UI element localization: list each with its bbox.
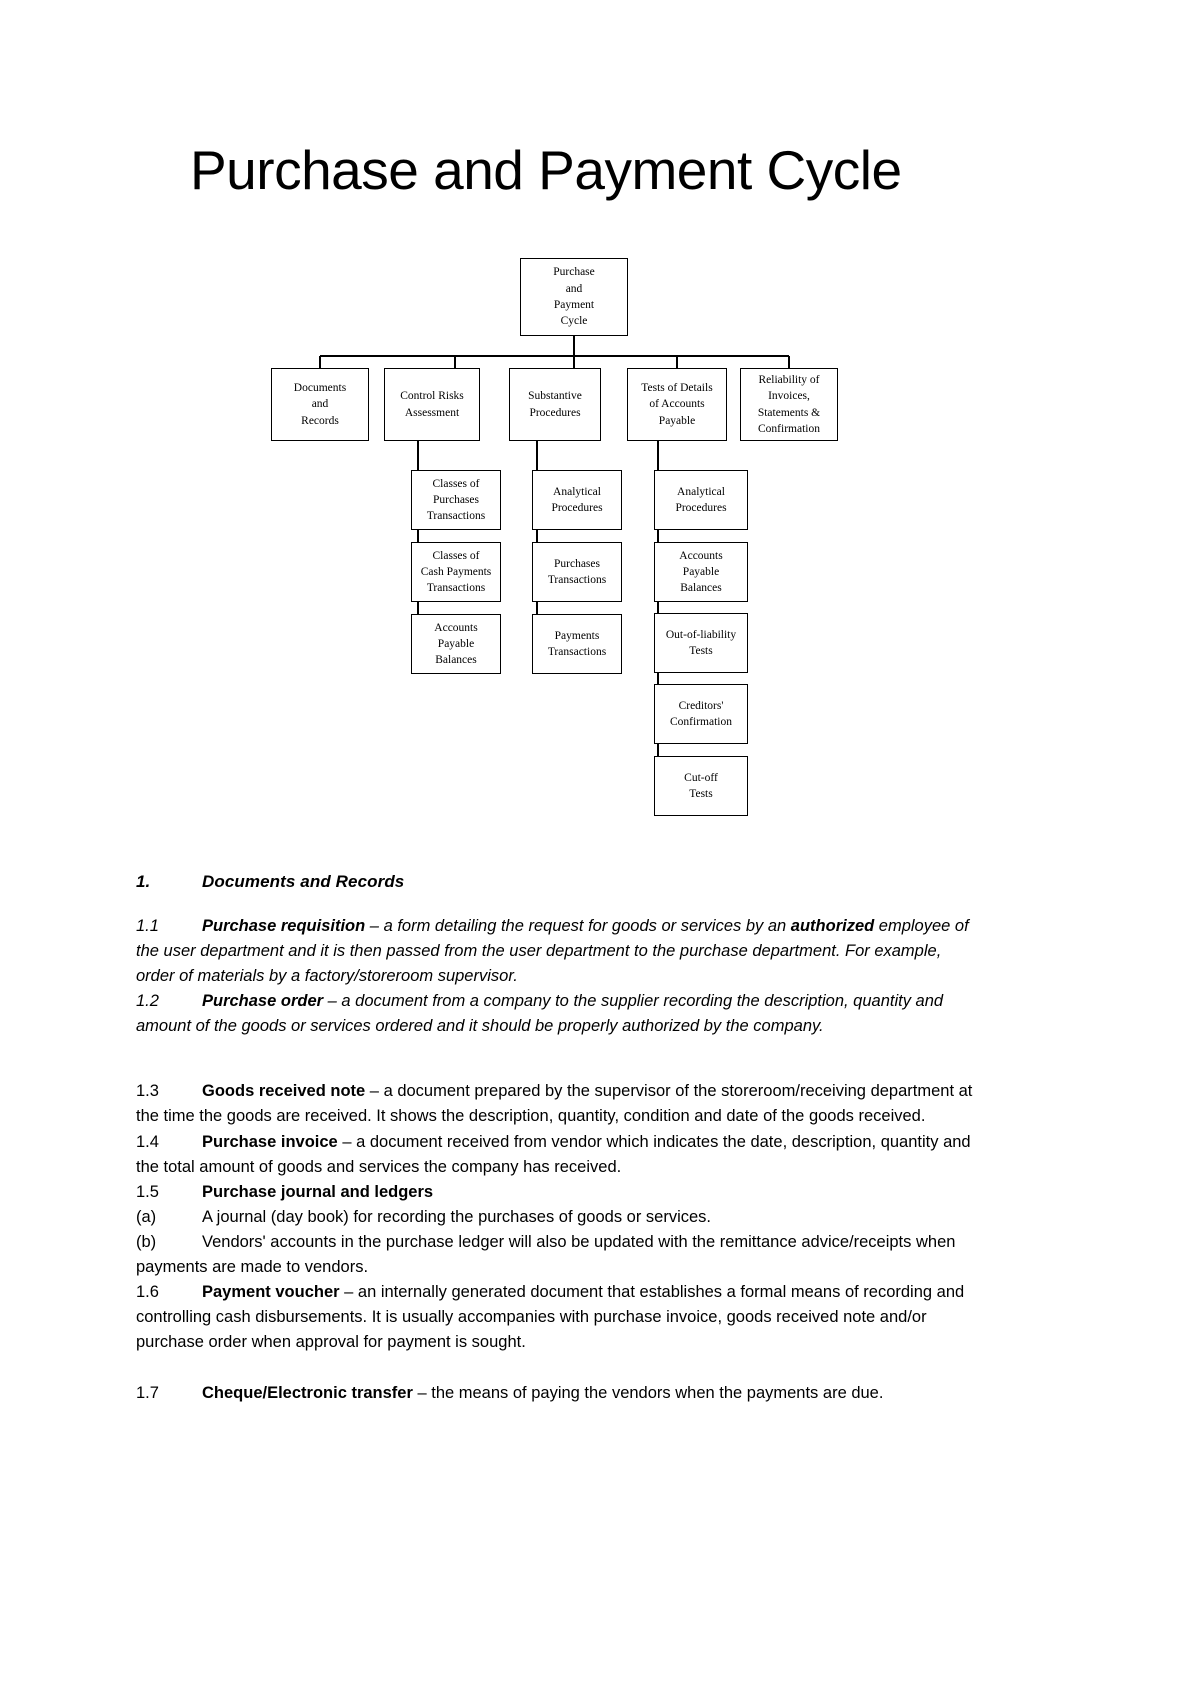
paragraph-number: 1.6 — [136, 1283, 159, 1302]
node-line: Tests — [689, 788, 713, 800]
node-line: Invoices, — [768, 390, 810, 403]
page-title: Purchase and Payment Cycle — [190, 139, 902, 201]
node-line: Transactions — [426, 510, 486, 523]
node-line: Classes of — [432, 477, 480, 490]
node-line: Confirmation — [758, 422, 820, 435]
section-heading — [136, 872, 981, 892]
paragraph-label: Purchase journal and ledgers — [202, 1182, 434, 1201]
node-accounts-payable-balances-tests — [654, 542, 748, 602]
node-documents-and-records — [271, 368, 369, 441]
node-line: Payable — [658, 414, 696, 427]
node-line: Transactions — [426, 582, 486, 595]
node-line: Payable — [682, 565, 720, 578]
node-line: Out-of-liability — [665, 628, 737, 641]
node-line: Transactions — [547, 646, 607, 658]
node-purchases-transactions — [532, 542, 622, 602]
node-reliability-of-invoices — [740, 368, 838, 441]
paragraph-number: 1.5 — [136, 1182, 159, 1201]
node-line: and — [565, 282, 583, 295]
paragraph-text: – an internally generated document that establishes a formal means of recording and controlling cash disbursements. It is usually accompanies with purchase invoice, goods received note and/or purchase order when approval for payment is sought. — [136, 1283, 965, 1352]
node-line: Purchase — [553, 266, 595, 279]
paragraph-1-2 — [136, 989, 981, 1039]
paragraph-1-5 — [136, 1180, 981, 1205]
section-title: Documents and Records — [202, 872, 405, 891]
node-accounts-payable-balances-control — [411, 614, 501, 674]
node-control-risks-assessment — [384, 368, 480, 441]
paragraph-1-5-b — [136, 1230, 981, 1280]
node-line: Tests — [689, 645, 713, 657]
paragraph-text: – a document received from vendor which indicates the date, description, quantity and the total amount of goods and services the company has received. — [136, 1132, 971, 1176]
paragraph-number: 1.7 — [136, 1384, 159, 1403]
paragraph-text: – a form detailing the request for goods or services by an authorized employee of the user department and it is then passed from the user department to the purchase department. For example, order of materials by a factory/storeroom supervisor. — [136, 917, 969, 986]
paragraph-label: Purchase invoice — [202, 1132, 338, 1151]
paragraph-number: 1.2 — [136, 992, 159, 1011]
node-line: Payments — [554, 629, 600, 642]
paragraph-text: – a document from a company to the supplier recording the description, quantity and amount of the goods or services ordered and it should be properly authorized by the company. — [136, 992, 944, 1036]
paragraph-text: A journal (day book) for recording the purchases of goods or services. — [202, 1207, 712, 1226]
paragraph-number: 1.4 — [136, 1132, 159, 1151]
paragraph-number: (a) — [136, 1207, 157, 1226]
body-content — [136, 872, 981, 1406]
node-line: Cut-off — [684, 771, 718, 784]
paragraph-label: Purchase order — [202, 992, 324, 1011]
paragraph-number: 1.1 — [136, 917, 159, 935]
paragraph-label: Payment voucher — [202, 1283, 340, 1302]
paragraph-1-6 — [136, 1280, 981, 1355]
node-payments-transactions — [532, 614, 622, 674]
node-line: Assessment — [404, 406, 460, 419]
node-line: Purchases — [433, 493, 479, 506]
node-substantive-procedures — [509, 368, 601, 441]
paragraph-1-7 — [136, 1381, 981, 1406]
node-line: Classes of — [432, 549, 480, 562]
node-line: Analytical — [553, 485, 601, 498]
node-line: Procedures — [529, 406, 581, 419]
node-line: Creditors' — [678, 699, 724, 712]
section-number: 1. — [136, 872, 151, 891]
node-root — [520, 258, 628, 336]
node-analytical-procedures-substantive — [532, 470, 622, 530]
node-line: Analytical — [677, 485, 725, 498]
node-line: Cycle — [560, 315, 588, 328]
node-line: Confirmation — [670, 716, 732, 728]
paragraph-text: – the means of paying the vendors when the payments are due. — [412, 1384, 884, 1403]
paragraph-1-4 — [136, 1130, 981, 1180]
paragraph-1-1 — [136, 914, 981, 989]
node-line: Tests of Details — [641, 382, 713, 394]
node-line: Reliability of — [758, 373, 820, 386]
paragraph-number: 1.3 — [136, 1082, 159, 1101]
node-classes-of-cash-payments-transactions — [411, 542, 501, 602]
emphasis-authorized: authorized — [790, 917, 875, 935]
node-line: Control Risks — [400, 390, 464, 403]
node-line: Records — [301, 414, 339, 427]
node-line: Statements & — [757, 406, 821, 419]
node-line: Payment — [553, 299, 595, 311]
node-line: Procedures — [675, 502, 727, 514]
node-line: Substantive — [528, 390, 582, 403]
node-line: Balances — [435, 654, 477, 667]
node-line: Accounts — [679, 549, 723, 562]
node-line: Cash Payments — [420, 565, 492, 578]
paragraph-1-5-a — [136, 1205, 981, 1230]
paragraph-number: (b) — [136, 1232, 157, 1251]
node-line: Transactions — [547, 574, 607, 586]
node-tests-of-details-of-accounts-payable — [627, 368, 727, 441]
node-line: Purchases — [554, 557, 600, 570]
node-analytical-procedures-tests — [654, 470, 748, 530]
paragraph-text: – a document prepared by the supervisor of the storeroom/receiving department at the time the goods are received. It shows the description, quantity, condition and date of the goods received. — [136, 1082, 973, 1126]
node-line: Balances — [680, 582, 722, 595]
node-line: Payable — [437, 637, 475, 650]
node-classes-of-purchases-transactions — [411, 470, 501, 530]
paragraph-label: Goods received note — [202, 1082, 366, 1101]
node-line: Accounts — [434, 621, 478, 634]
node-line: of Accounts — [649, 398, 705, 411]
node-line: Procedures — [551, 502, 603, 514]
paragraph-label: Purchase requisition — [202, 917, 366, 935]
paragraph-label: Cheque/Electronic transfer — [202, 1384, 413, 1403]
paragraph-text: Vendors' accounts in the purchase ledger will also be updated with the remittance advice/receipts when payments are made to vendors. — [136, 1232, 956, 1276]
node-line: and — [311, 398, 329, 411]
paragraph-1-3 — [136, 1079, 981, 1129]
node-out-of-liability-tests — [654, 613, 748, 673]
node-creditors-confirmation — [654, 684, 748, 744]
node-cut-off-tests — [654, 756, 748, 816]
node-line: Documents — [293, 382, 347, 394]
